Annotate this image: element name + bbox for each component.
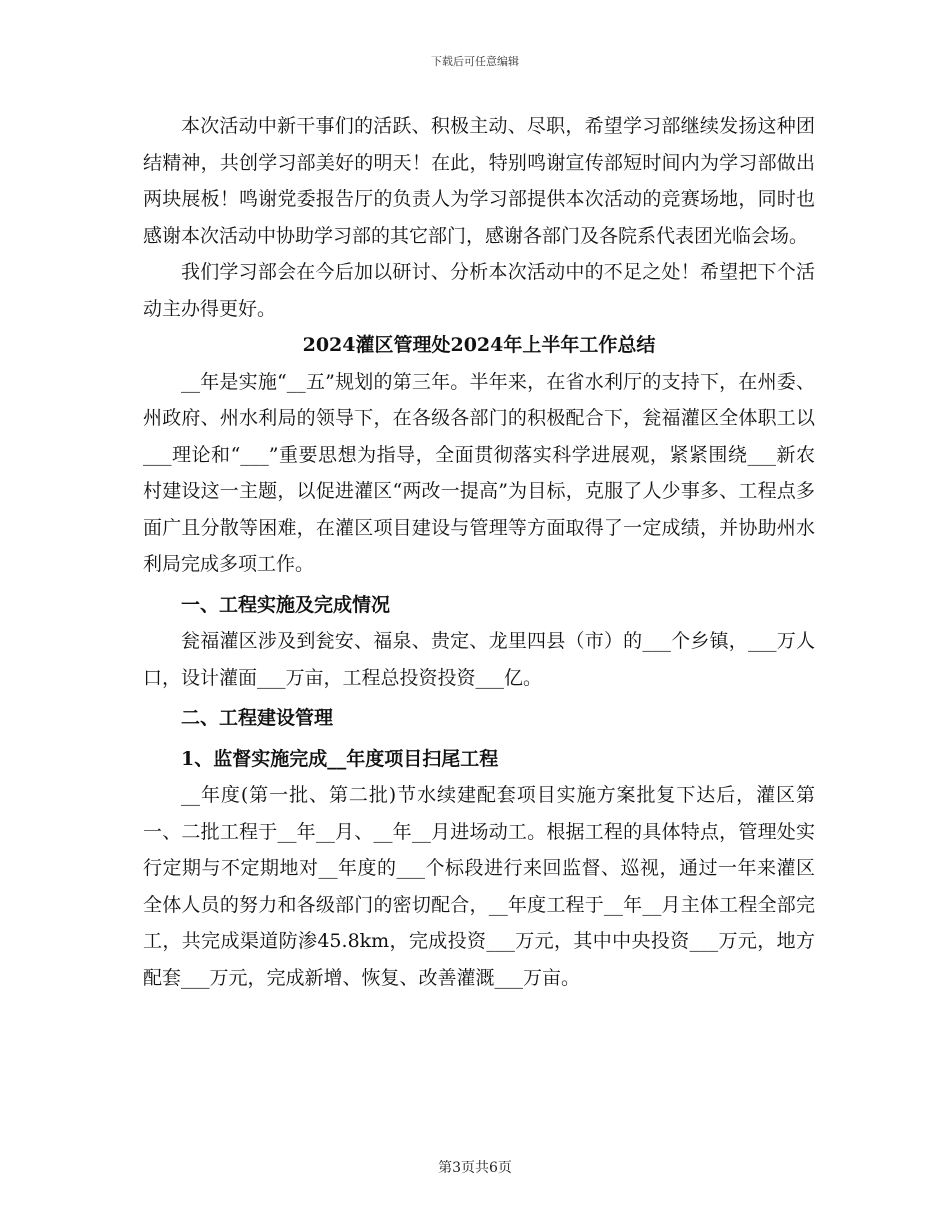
section-heading-1: 一、工程实施及完成情况: [181, 593, 391, 616]
paragraph-future: 我们学习部会在今后加以研讨、分析本次活动中的不足之处！希望把下个活动主办得更好。: [143, 261, 815, 320]
paragraph-intro: __年是实施“__五”规划的第三年。半年来，在省水利厅的支持下，在州委、州政府、州水利局的领导下，在各级各部门的积极配合下，瓮福灌区全体职工以___理论和“___”重要思想为指导，全面贯彻落实科学进展观，紧紧围绕___新农村建设这一主题，以促进灌区“两改一提高”为目标，克服了人少事多、工程点多面广且分散等困难，在灌区项目建设与管理等方面取得了一定成绩，并协助州水利局完成多项工作。: [143, 370, 815, 575]
document-body: [143, 108, 815, 996]
paragraph-scope: 瓮福灌区涉及到瓮安、福泉、贵定、龙里四县（市）的___个乡镇，___万人口，设计灌面___万亩，工程总投资投资___亿。: [143, 630, 815, 689]
page-footer: 第3页共6页: [438, 1160, 512, 1176]
document-title: 2024灌区管理处2024年上半年工作总结: [302, 334, 656, 356]
subsection-heading-1: 1、监督实施完成__年度项目扫尾工程: [181, 747, 499, 770]
section-heading-2: 二、工程建设管理: [181, 707, 334, 729]
paragraph-project: __年度(第一批、第二批)节水续建配套项目实施方案批复下达后，灌区第一、二批工程于__年__月、__年__月进场动工。根据工程的具体特点，管理处实行定期与不定期地对__年度的___个标段进行来回监督、巡视，通过一年来灌区全体人员的努力和各级部门的密切配合，__年度工程于__年__月主体工程全部完工，共完成渠道防渗45.8km，完成投资___万元，其中中央投资___万元，地方配套___万元，完成新增、恢复、改善灌溉___万亩。: [143, 784, 815, 989]
paragraph-thanks: 本次活动中新干事们的活跃、积极主动、尽职，希望学习部继续发扬这种团结精神，共创学习部美好的明天！在此，特别鸣谢宣传部短时间内为学习部做出两块展板！鸣谢党委报告厅的负责人为学习部提供本次活动的竞赛场地，同时也感谢本次活动中协助学习部的其它部门，感谢各部门及各院系代表团光临会场。: [143, 115, 815, 247]
page-header: 下载后可任意编辑: [431, 55, 519, 68]
